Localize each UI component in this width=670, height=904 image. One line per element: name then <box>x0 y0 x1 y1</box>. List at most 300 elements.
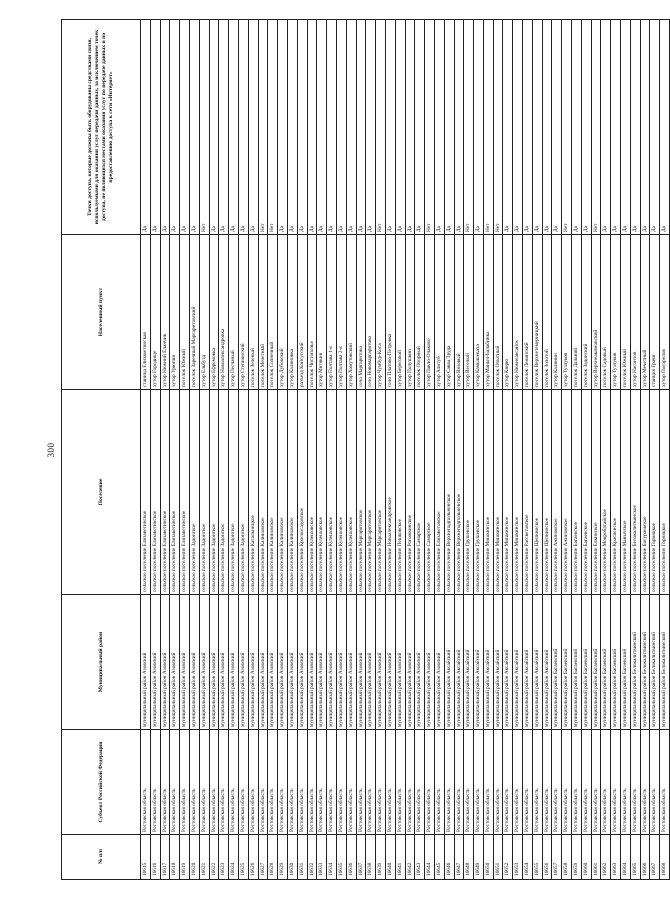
district-cell: муниципальный район Азовский <box>180 595 190 730</box>
region-cell: Ростовская область <box>160 730 170 835</box>
row-number: 16650 <box>483 835 493 880</box>
district-cell: муниципальный район Аксайский <box>454 595 464 730</box>
region-cell: Ростовская область <box>327 730 337 835</box>
locality-cell: хутор Калиновка <box>287 235 297 390</box>
row-number: 16632 <box>307 835 317 880</box>
district-cell: муниципальный район Азовский <box>189 595 199 730</box>
row-number: 16663 <box>611 835 621 880</box>
header-access-point: Точки доступа, которые должны быть оборудованы средствами связи, используемыми для оказания услуг передачи данных, за исключением точек доступа, не являющихся местами оказания услуг по передаче данных и по предоставлению доступа к сети «Интернет» <box>62 20 141 235</box>
row-number: 16616 <box>150 835 160 880</box>
table-row <box>141 20 151 880</box>
settlement-cell: сельское поселение Грушевское <box>474 390 484 595</box>
locality-cell: хутор Песчаный <box>229 235 239 390</box>
access-point-cell: Да <box>660 20 670 235</box>
settlement-cell: сельское поселение Калиновское <box>287 390 297 595</box>
table-row <box>660 20 670 880</box>
table-row <box>180 20 190 880</box>
region-cell: Ростовская область <box>199 730 209 835</box>
access-point-cell: Да <box>572 20 582 235</box>
row-number: 16658 <box>562 835 572 880</box>
row-number: 16631 <box>297 835 307 880</box>
access-point-cell: Да <box>219 20 229 235</box>
access-point-cell: Да <box>434 20 444 235</box>
settlement-cell: сельское поселение Рогожкинское <box>405 390 415 595</box>
district-cell: муниципальный район Азовский <box>150 595 160 730</box>
district-cell: муниципальный район Азовский <box>356 595 366 730</box>
access-point-cell: Да <box>513 20 523 235</box>
settlement-cell: сельское поселение Самарское <box>425 390 435 595</box>
region-cell: Ростовская область <box>317 730 327 835</box>
district-cell: муниципальный район Багаевский <box>621 595 631 730</box>
settlement-cell: сельское поселение Кулешовское <box>327 390 337 595</box>
settlement-cell: сельское поселение Елизаветинское <box>180 390 190 595</box>
access-point-cell: Да <box>180 20 190 235</box>
row-number: 16619 <box>180 835 190 880</box>
locality-cell: хутор Урюпин <box>170 235 180 390</box>
table-row <box>493 20 503 880</box>
table-row <box>601 20 611 880</box>
settlement-cell: сельское поселение Кулешовское <box>307 390 317 595</box>
settlements-table <box>61 19 670 880</box>
district-cell: муниципальный район Белокалитвинский <box>630 595 640 730</box>
table-row <box>376 20 386 880</box>
row-number: 16623 <box>219 835 229 880</box>
access-point-cell: Нет <box>199 20 209 235</box>
locality-cell: поселок Солнечный <box>268 235 278 390</box>
region-cell: Ростовская область <box>542 730 552 835</box>
district-cell: муниципальный район Аксайский <box>474 595 484 730</box>
header-settlement: Поселение <box>62 390 141 595</box>
region-cell: Ростовская область <box>454 730 464 835</box>
locality-cell: хутор Ельбузд <box>199 235 209 390</box>
locality-cell: поселок Задонский <box>581 235 591 390</box>
district-cell: муниципальный район Багаевский <box>572 595 582 730</box>
locality-cell: хутор Городище <box>150 235 160 390</box>
header-region: Субъект Российской Федерации <box>62 730 141 835</box>
row-number: 16636 <box>346 835 356 880</box>
locality-cell: поселок Дальний <box>572 235 582 390</box>
locality-cell: хутор Савва Труда <box>444 235 454 390</box>
table-row <box>189 20 199 880</box>
region-cell: Ростовская область <box>150 730 160 835</box>
district-cell: муниципальный район Азовский <box>248 595 258 730</box>
locality-cell: поселок Золотой <box>542 235 552 390</box>
table-row <box>513 20 523 880</box>
district-cell: муниципальный район Азовский <box>268 595 278 730</box>
region-cell: Ростовская область <box>591 730 601 835</box>
region-cell: Ростовская область <box>385 730 395 835</box>
access-point-cell: Да <box>287 20 297 235</box>
table-row <box>464 20 474 880</box>
district-cell: муниципальный район Аксайский <box>464 595 474 730</box>
row-number: 16651 <box>493 835 503 880</box>
row-number: 16626 <box>248 835 258 880</box>
scanned-page <box>43 20 668 880</box>
locality-cell: хутор Кюрю <box>503 235 513 390</box>
settlement-cell: сельское поселение Елизаветинское <box>170 390 180 595</box>
settlement-cell: сельское поселение Красносадовское <box>297 390 307 595</box>
region-cell: Ростовская область <box>346 730 356 835</box>
settlement-cell: сельское поселение Елкинское <box>591 390 601 595</box>
settlement-cell: сельское поселение Ажиновское <box>562 390 572 595</box>
row-number: 16630 <box>287 835 297 880</box>
row-number: 16640 <box>385 835 395 880</box>
row-number: 16661 <box>591 835 601 880</box>
district-cell: муниципальный район Азовский <box>278 595 288 730</box>
settlement-cell: сельское поселение Ажиновское <box>552 390 562 595</box>
locality-cell: станция Грачи <box>650 235 660 390</box>
access-point-cell: Да <box>640 20 650 235</box>
access-point-cell: Да <box>552 20 562 235</box>
table-row <box>287 20 297 880</box>
region-cell: Ростовская область <box>248 730 258 835</box>
access-point-cell: Да <box>385 20 395 235</box>
access-point-cell: Нет <box>464 20 474 235</box>
district-cell: муниципальный район Азовский <box>395 595 405 730</box>
region-cell: Ростовская область <box>405 730 415 835</box>
region-cell: Ростовская область <box>336 730 346 835</box>
row-number: 16643 <box>415 835 425 880</box>
row-number: 16656 <box>542 835 552 880</box>
settlement-cell: сельское поселение Задонское <box>189 390 199 595</box>
settlement-cell: сельское поселение Калиновское <box>258 390 268 595</box>
access-point-cell: Да <box>395 20 405 235</box>
region-cell: Ростовская область <box>640 730 650 835</box>
district-cell: муниципальный район Аксайский <box>542 595 552 730</box>
page-number: 300 <box>46 442 56 458</box>
settlement-cell: сельское поселение Елизаветинское <box>141 390 151 595</box>
table-row <box>307 20 317 880</box>
locality-cell: хутор Митякин <box>317 235 327 390</box>
district-cell: муниципальный район Азовский <box>385 595 395 730</box>
district-cell: муниципальный район Азовский <box>141 595 151 730</box>
region-cell: Ростовская область <box>287 730 297 835</box>
district-cell: муниципальный район Багаевский <box>601 595 611 730</box>
access-point-cell: Да <box>611 20 621 235</box>
district-cell: муниципальный район Багаевский <box>581 595 591 730</box>
locality-cell: хутор Маныч-Балабинка <box>483 235 493 390</box>
locality-cell: поселок Ленинский <box>523 235 533 390</box>
row-number: 16642 <box>405 835 415 880</box>
region-cell: Ростовская область <box>278 730 288 835</box>
table-row <box>199 20 209 880</box>
region-cell: Ростовская область <box>464 730 474 835</box>
locality-cell: село Маргаритово <box>356 235 366 390</box>
settlement-cell: сельское поселение Щепкинское <box>542 390 552 595</box>
access-point-cell: Да <box>141 20 151 235</box>
region-cell: Ростовская область <box>219 730 229 835</box>
region-cell: Ростовская область <box>356 730 366 835</box>
table-row <box>591 20 601 880</box>
district-cell: муниципальный район Азовский <box>307 595 317 730</box>
region-cell: Ростовская область <box>513 730 523 835</box>
access-point-cell: Да <box>307 20 317 235</box>
region-cell: Ростовская область <box>180 730 190 835</box>
settlement-cell: сельское поселение Рассветовское <box>523 390 533 595</box>
region-cell: Ростовская область <box>552 730 562 835</box>
district-cell: муниципальный район Азовский <box>287 595 297 730</box>
district-cell: муниципальный район Азовский <box>160 595 170 730</box>
settlement-cell: сельское поселение Грушевское <box>464 390 474 595</box>
table-row <box>640 20 650 880</box>
table-row <box>523 20 533 880</box>
locality-cell: хутор Новоалександровка <box>219 235 229 390</box>
row-number: 16644 <box>425 835 435 880</box>
settlement-cell: сельское поселение Щепкинское <box>532 390 542 595</box>
access-point-cell: Да <box>336 20 346 235</box>
region-cell: Ростовская область <box>630 730 640 835</box>
region-cell: Ростовская область <box>444 730 454 835</box>
table-row <box>454 20 464 880</box>
district-cell: муниципальный район Азовский <box>376 595 386 730</box>
locality-cell: хутор Береговой <box>395 235 405 390</box>
settlement-cell: сельское поселение Багаевское <box>572 390 582 595</box>
district-cell: муниципальный район Белокалитвинский <box>660 595 670 730</box>
table-row <box>630 20 640 880</box>
table-row <box>346 20 356 880</box>
locality-cell: хутор Ефремовка <box>209 235 219 390</box>
header-number: № п/п <box>62 835 141 880</box>
access-point-cell: Да <box>170 20 180 235</box>
region-cell: Ростовская область <box>170 730 180 835</box>
region-cell: Ростовская область <box>415 730 425 835</box>
district-cell: муниципальный район Азовский <box>366 595 376 730</box>
locality-cell: разъезд Койсугский <box>297 235 307 390</box>
region-cell: Ростовская область <box>523 730 533 835</box>
locality-cell: хутор Вязовый <box>454 235 464 390</box>
region-cell: Ростовская область <box>238 730 248 835</box>
row-number: 16665 <box>630 835 640 880</box>
table-row <box>385 20 395 880</box>
row-number: 16639 <box>376 835 386 880</box>
locality-cell: поселок Опорный <box>415 235 425 390</box>
row-number: 16664 <box>621 835 631 880</box>
settlement-cell: сельское поселение Кулешовское <box>336 390 346 595</box>
region-cell: Ростовская область <box>395 730 405 835</box>
table-row <box>415 20 425 880</box>
row-number: 16615 <box>141 835 151 880</box>
settlement-cell: сельское поселение Задонское <box>229 390 239 595</box>
settlement-cell: сельское поселение Калиновское <box>278 390 288 595</box>
access-point-cell: Да <box>317 20 327 235</box>
region-cell: Ростовская область <box>572 730 582 835</box>
locality-cell: поселок Южный <box>621 235 631 390</box>
locality-cell: хутор Камышеваха <box>474 235 484 390</box>
settlement-cell: сельское поселение Белокалитвинское <box>630 390 640 595</box>
access-point-cell: Да <box>444 20 454 235</box>
settlement-cell: сельское поселение Задонское <box>199 390 209 595</box>
row-number: 16647 <box>454 835 464 880</box>
table-row <box>572 20 582 880</box>
table-row <box>238 20 248 880</box>
header-district: Муниципальный район <box>62 595 141 730</box>
access-point-cell: Да <box>621 20 631 235</box>
row-number: 16637 <box>356 835 366 880</box>
region-cell: Ростовская область <box>660 730 670 835</box>
region-cell: Ростовская область <box>229 730 239 835</box>
access-point-cell: Да <box>346 20 356 235</box>
locality-cell: поселок Южный <box>180 235 190 390</box>
region-cell: Ростовская область <box>474 730 484 835</box>
table-row <box>160 20 170 880</box>
settlement-cell: сельское поселение Задонское <box>209 390 219 595</box>
settlement-cell: сельское поселение Маргаритовское <box>356 390 366 595</box>
access-point-cell: Да <box>474 20 484 235</box>
settlement-cell: сельское поселение Мишкинское <box>493 390 503 595</box>
access-point-cell: Да <box>601 20 611 235</box>
table-row <box>444 20 454 880</box>
table-row <box>425 20 435 880</box>
region-cell: Ростовская область <box>434 730 444 835</box>
locality-cell: хутор Погорелов <box>660 235 670 390</box>
row-number: 16620 <box>189 835 199 880</box>
settlement-cell: сельское поселение Кулешовское <box>317 390 327 595</box>
table-row <box>483 20 493 880</box>
settlement-cell: сельское поселение Елизаветовское <box>434 390 444 595</box>
locality-cell: поселок Заречный Маргаритовский <box>189 235 199 390</box>
row-number: 16646 <box>444 835 454 880</box>
settlement-cell: сельское поселение Горняцкое <box>650 390 660 595</box>
locality-cell: поселок Верхнетемерницкий <box>532 235 542 390</box>
settlement-cell: сельское поселение Богураевское <box>640 390 650 595</box>
access-point-cell: Нет <box>425 20 435 235</box>
table-row <box>268 20 278 880</box>
table-header-row <box>62 20 141 880</box>
access-point-cell: Да <box>209 20 219 235</box>
row-number: 16653 <box>513 835 523 880</box>
settlement-cell: сельское поселение Новоалександровское <box>385 390 395 595</box>
table-row <box>327 20 337 880</box>
access-point-cell: Да <box>189 20 199 235</box>
access-point-cell: Да <box>366 20 376 235</box>
settlement-cell: сельское поселение Самарское <box>415 390 425 595</box>
row-number: 16667 <box>650 835 660 880</box>
locality-cell: хутор Нижнеаксайск <box>513 235 523 390</box>
region-cell: Ростовская область <box>503 730 513 835</box>
access-point-cell: Да <box>532 20 542 235</box>
locality-cell: хутор Тузлуков <box>562 235 572 390</box>
locality-cell: хутор Веселый <box>464 235 474 390</box>
table-row <box>503 20 513 880</box>
row-number: 16659 <box>572 835 582 880</box>
access-point-cell: Да <box>160 20 170 235</box>
locality-cell: хутор Калинин <box>552 235 562 390</box>
district-cell: муниципальный район Азовский <box>229 595 239 730</box>
region-cell: Ростовская область <box>483 730 493 835</box>
region-cell: Ростовская область <box>650 730 660 835</box>
settlement-cell: сельское поселение Елизаветинское <box>150 390 160 595</box>
access-point-cell: Да <box>405 20 415 235</box>
table-row <box>474 20 484 880</box>
region-cell: Ростовская область <box>621 730 631 835</box>
table-row <box>258 20 268 880</box>
access-point-cell: Нет <box>591 20 601 235</box>
district-cell: муниципальный район Азовский <box>199 595 209 730</box>
locality-cell: хутор Полушкин <box>405 235 415 390</box>
region-cell: Ростовская область <box>425 730 435 835</box>
table-row <box>297 20 307 880</box>
access-point-cell: Да <box>650 20 660 235</box>
access-point-cell: Да <box>415 20 425 235</box>
table-row <box>248 20 258 880</box>
table-row <box>650 20 660 880</box>
table-row <box>395 20 405 880</box>
district-cell: муниципальный район Азовский <box>238 595 248 730</box>
access-point-cell: Да <box>503 20 513 235</box>
row-number: 16629 <box>278 835 288 880</box>
row-number: 16652 <box>503 835 513 880</box>
locality-cell: поселок Садовый <box>601 235 611 390</box>
district-cell: муниципальный район Азовский <box>346 595 356 730</box>
district-cell: муниципальный район Аксайский <box>493 595 503 730</box>
region-cell: Ростовская область <box>581 730 591 835</box>
district-cell: муниципальный район Аксайский <box>483 595 493 730</box>
rotated-page-content <box>43 20 668 880</box>
access-point-cell: Нет <box>258 20 268 235</box>
district-cell: муниципальный район Азовский <box>405 595 415 730</box>
row-number: 16638 <box>366 835 376 880</box>
locality-cell: хутор Полтава 2-я <box>336 235 346 390</box>
table-row <box>434 20 444 880</box>
settlement-cell: сельское поселение Горняцкое <box>660 390 670 595</box>
row-number: 16622 <box>209 835 219 880</box>
row-number: 16649 <box>474 835 484 880</box>
region-cell: Ростовская область <box>141 730 151 835</box>
district-cell: муниципальный район Азовский <box>434 595 444 730</box>
row-number: 16621 <box>199 835 209 880</box>
region-cell: Ростовская область <box>297 730 307 835</box>
table-row <box>542 20 552 880</box>
region-cell: Ростовская область <box>532 730 542 835</box>
access-point-cell: Нет <box>562 20 572 235</box>
settlement-cell: сельское поселение Манычское <box>621 390 631 595</box>
row-number: 16634 <box>327 835 337 880</box>
locality-cell: хутор Нижний Еланчик <box>160 235 170 390</box>
row-number: 16654 <box>523 835 533 880</box>
region-cell: Ростовская область <box>268 730 278 835</box>
settlement-cell: сельское поселение Маргаритовское <box>376 390 386 595</box>
locality-cell: поселок Опытный <box>493 235 503 390</box>
district-cell: муниципальный район Белокалитвинский <box>650 595 660 730</box>
locality-cell: хутор Павло-Очаково <box>425 235 435 390</box>
locality-cell: поселок Чистополье <box>307 235 317 390</box>
district-cell: муниципальный район Азовский <box>327 595 337 730</box>
locality-cell: хутор Насонтов <box>630 235 640 390</box>
row-number: 16625 <box>238 835 248 880</box>
access-point-cell: Да <box>327 20 337 235</box>
district-cell: муниципальный район Азовский <box>297 595 307 730</box>
settlement-cell: сельское поселение Кагальницкое <box>248 390 258 595</box>
access-point-cell: Да <box>542 20 552 235</box>
region-cell: Ростовская область <box>562 730 572 835</box>
row-number: 16662 <box>601 835 611 880</box>
access-point-cell: Нет <box>483 20 493 235</box>
table-body <box>141 20 670 880</box>
row-number: 16627 <box>258 835 268 880</box>
district-cell: муниципальный район Аксайский <box>503 595 513 730</box>
row-number: 16668 <box>660 835 670 880</box>
district-cell: муниципальный район Азовский <box>219 595 229 730</box>
access-point-cell: Да <box>630 20 640 235</box>
locality-cell: хутор Алитуб <box>434 235 444 390</box>
locality-cell: хутор Хомутовский <box>346 235 356 390</box>
table-row <box>405 20 415 880</box>
access-point-cell: Нет <box>376 20 386 235</box>
locality-cell: хутор Полтава 1-я <box>327 235 337 390</box>
locality-cell: село Платово-Петровка <box>385 235 395 390</box>
district-cell: муниципальный район Багаевский <box>552 595 562 730</box>
locality-cell: станица Елизаветинская <box>141 235 151 390</box>
